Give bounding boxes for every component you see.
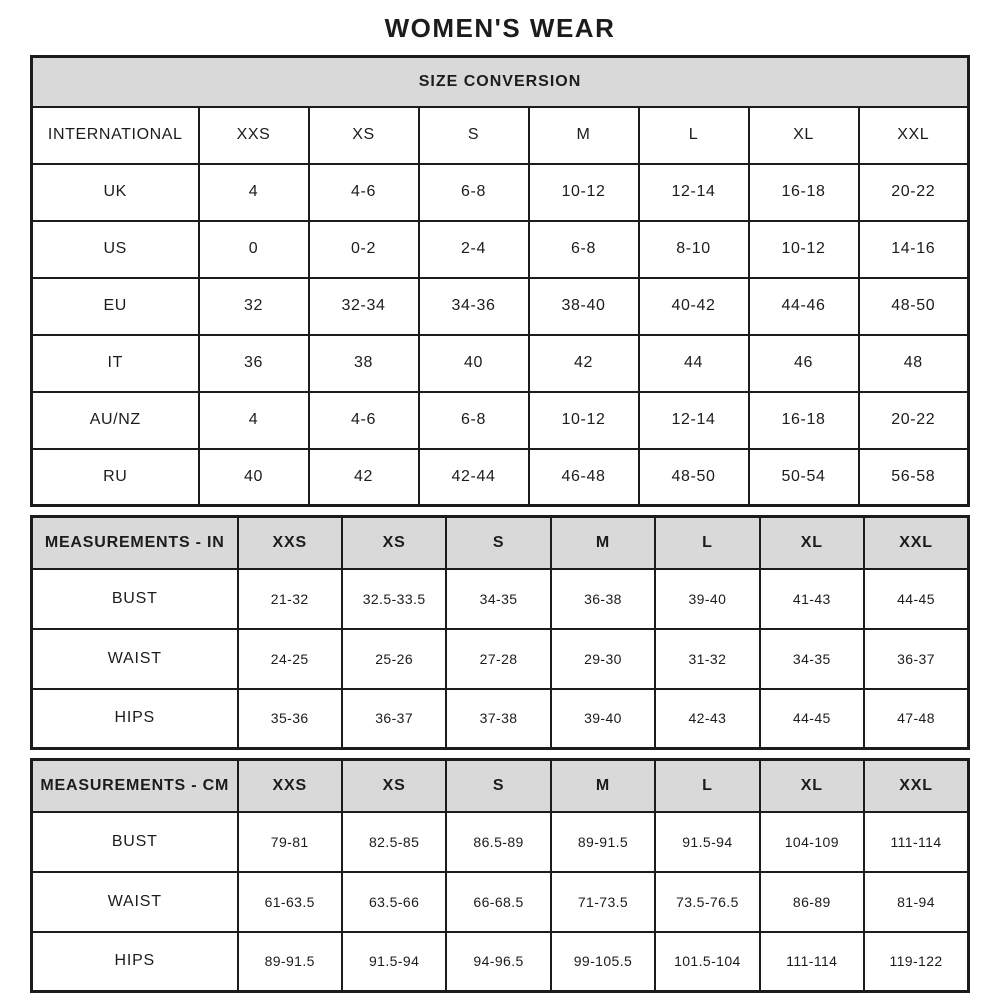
cell-value: 34-35 [446,569,550,629]
cell-value: 50-54 [749,449,859,506]
cell-value: 4-6 [309,164,419,221]
table-row [32,629,969,689]
cell-value: 0-2 [309,221,419,278]
size-column-header: M [551,517,655,569]
cell-value: 20-22 [859,392,969,449]
size-column-header: XXL [864,517,968,569]
cell-value: 29-30 [551,629,655,689]
row-label: WAIST [32,872,238,932]
table-title: MEASUREMENTS - CM [32,760,238,812]
header-row [32,517,969,569]
table-row [32,221,969,278]
cell-value: 86.5-89 [446,812,550,872]
size-column-header: M [551,760,655,812]
cell-value: 0 [199,221,309,278]
table-row [32,164,969,221]
cell-value: 40 [419,335,529,392]
row-label: INTERNATIONAL [32,107,199,164]
cell-value: 111-114 [864,812,968,872]
row-label: US [32,221,199,278]
cell-value: 39-40 [655,569,759,629]
cell-value: 42-44 [419,449,529,506]
cell-value: 66-68.5 [446,872,550,932]
cell-value: 89-91.5 [551,812,655,872]
cell-value: 48-50 [639,449,749,506]
cell-value: 8-10 [639,221,749,278]
row-label: WAIST [32,629,238,689]
cell-value: 10-12 [529,392,639,449]
cell-value: 20-22 [859,164,969,221]
measurements-cm-table [30,758,970,993]
cell-value: 6-8 [419,164,529,221]
size-conversion-table [30,55,970,507]
header-row [32,760,969,812]
cell-value: 14-16 [859,221,969,278]
cell-value: 73.5-76.5 [655,872,759,932]
cell-value: 47-48 [864,689,968,749]
cell-value: 39-40 [551,689,655,749]
size-column-header: XXL [864,760,968,812]
cell-value: L [639,107,749,164]
table-row [32,107,969,164]
cell-value: 36 [199,335,309,392]
cell-value: 27-28 [446,629,550,689]
row-label: BUST [32,569,238,629]
cell-value: 44 [639,335,749,392]
cell-value: 91.5-94 [655,812,759,872]
cell-value: 91.5-94 [342,932,446,992]
cell-value: XL [749,107,859,164]
table-row [32,812,969,872]
cell-value: 16-18 [749,164,859,221]
cell-value: 44-46 [749,278,859,335]
cell-value: 82.5-85 [342,812,446,872]
cell-value: 34-35 [760,629,864,689]
row-label: UK [32,164,199,221]
size-column-header: S [446,517,550,569]
cell-value: 36-37 [864,629,968,689]
cell-value: XS [309,107,419,164]
cell-value: 42-43 [655,689,759,749]
size-column-header: XS [342,760,446,812]
cell-value: 4 [199,164,309,221]
cell-value: 48-50 [859,278,969,335]
cell-value: 63.5-66 [342,872,446,932]
size-conversion-header-row [32,57,969,107]
cell-value: 42 [309,449,419,506]
cell-value: 4 [199,392,309,449]
cell-value: 40-42 [639,278,749,335]
cell-value: 41-43 [760,569,864,629]
cell-value: M [529,107,639,164]
cell-value: 12-14 [639,164,749,221]
size-column-header: XL [760,760,864,812]
table-row [32,872,969,932]
table-title: MEASUREMENTS - IN [32,517,238,569]
table-row [32,569,969,629]
size-column-header: L [655,517,759,569]
cell-value: 12-14 [639,392,749,449]
row-label: HIPS [32,689,238,749]
cell-value: 32.5-33.5 [342,569,446,629]
cell-value: 4-6 [309,392,419,449]
table-row [32,932,969,992]
table-row [32,335,969,392]
size-column-header: S [446,760,550,812]
cell-value: 44-45 [760,689,864,749]
size-column-header: XL [760,517,864,569]
cell-value: 61-63.5 [238,872,342,932]
cell-value: S [419,107,529,164]
cell-value: 86-89 [760,872,864,932]
cell-value: 111-114 [760,932,864,992]
cell-value: 24-25 [238,629,342,689]
cell-value: 10-12 [529,164,639,221]
row-label: EU [32,278,199,335]
cell-value: XXL [859,107,969,164]
cell-value: 71-73.5 [551,872,655,932]
cell-value: 31-32 [655,629,759,689]
cell-value: 101.5-104 [655,932,759,992]
cell-value: 119-122 [864,932,968,992]
cell-value: 36-38 [551,569,655,629]
cell-value: 6-8 [529,221,639,278]
cell-value: 35-36 [238,689,342,749]
cell-value: 44-45 [864,569,968,629]
cell-value: 104-109 [760,812,864,872]
page-title: WOMEN'S WEAR [384,13,616,43]
row-label: IT [32,335,199,392]
cell-value: 42 [529,335,639,392]
row-label: HIPS [32,932,238,992]
table-row [32,278,969,335]
cell-value: 79-81 [238,812,342,872]
cell-value: 21-32 [238,569,342,629]
cell-value: 38 [309,335,419,392]
cell-value: 99-105.5 [551,932,655,992]
cell-value: 36-37 [342,689,446,749]
cell-value: 48 [859,335,969,392]
measurements-in-table [30,515,970,750]
cell-value: 40 [199,449,309,506]
cell-value: 32 [199,278,309,335]
cell-value: 46 [749,335,859,392]
cell-value: 32-34 [309,278,419,335]
table-row [32,689,969,749]
cell-value: 25-26 [342,629,446,689]
cell-value: 34-36 [419,278,529,335]
row-label: BUST [32,812,238,872]
table-row [32,449,969,506]
cell-value: 37-38 [446,689,550,749]
row-label: RU [32,449,199,506]
cell-value: XXS [199,107,309,164]
cell-value: 46-48 [529,449,639,506]
size-column-header: L [655,760,759,812]
cell-value: 10-12 [749,221,859,278]
size-column-header: XXS [238,517,342,569]
size-conversion-title: SIZE CONVERSION [32,57,969,107]
size-column-header: XXS [238,760,342,812]
cell-value: 89-91.5 [238,932,342,992]
cell-value: 56-58 [859,449,969,506]
cell-value: 2-4 [419,221,529,278]
cell-value: 81-94 [864,872,968,932]
cell-value: 16-18 [749,392,859,449]
cell-value: 38-40 [529,278,639,335]
size-column-header: XS [342,517,446,569]
table-row [32,392,969,449]
cell-value: 94-96.5 [446,932,550,992]
cell-value: 6-8 [419,392,529,449]
row-label: AU/NZ [32,392,199,449]
